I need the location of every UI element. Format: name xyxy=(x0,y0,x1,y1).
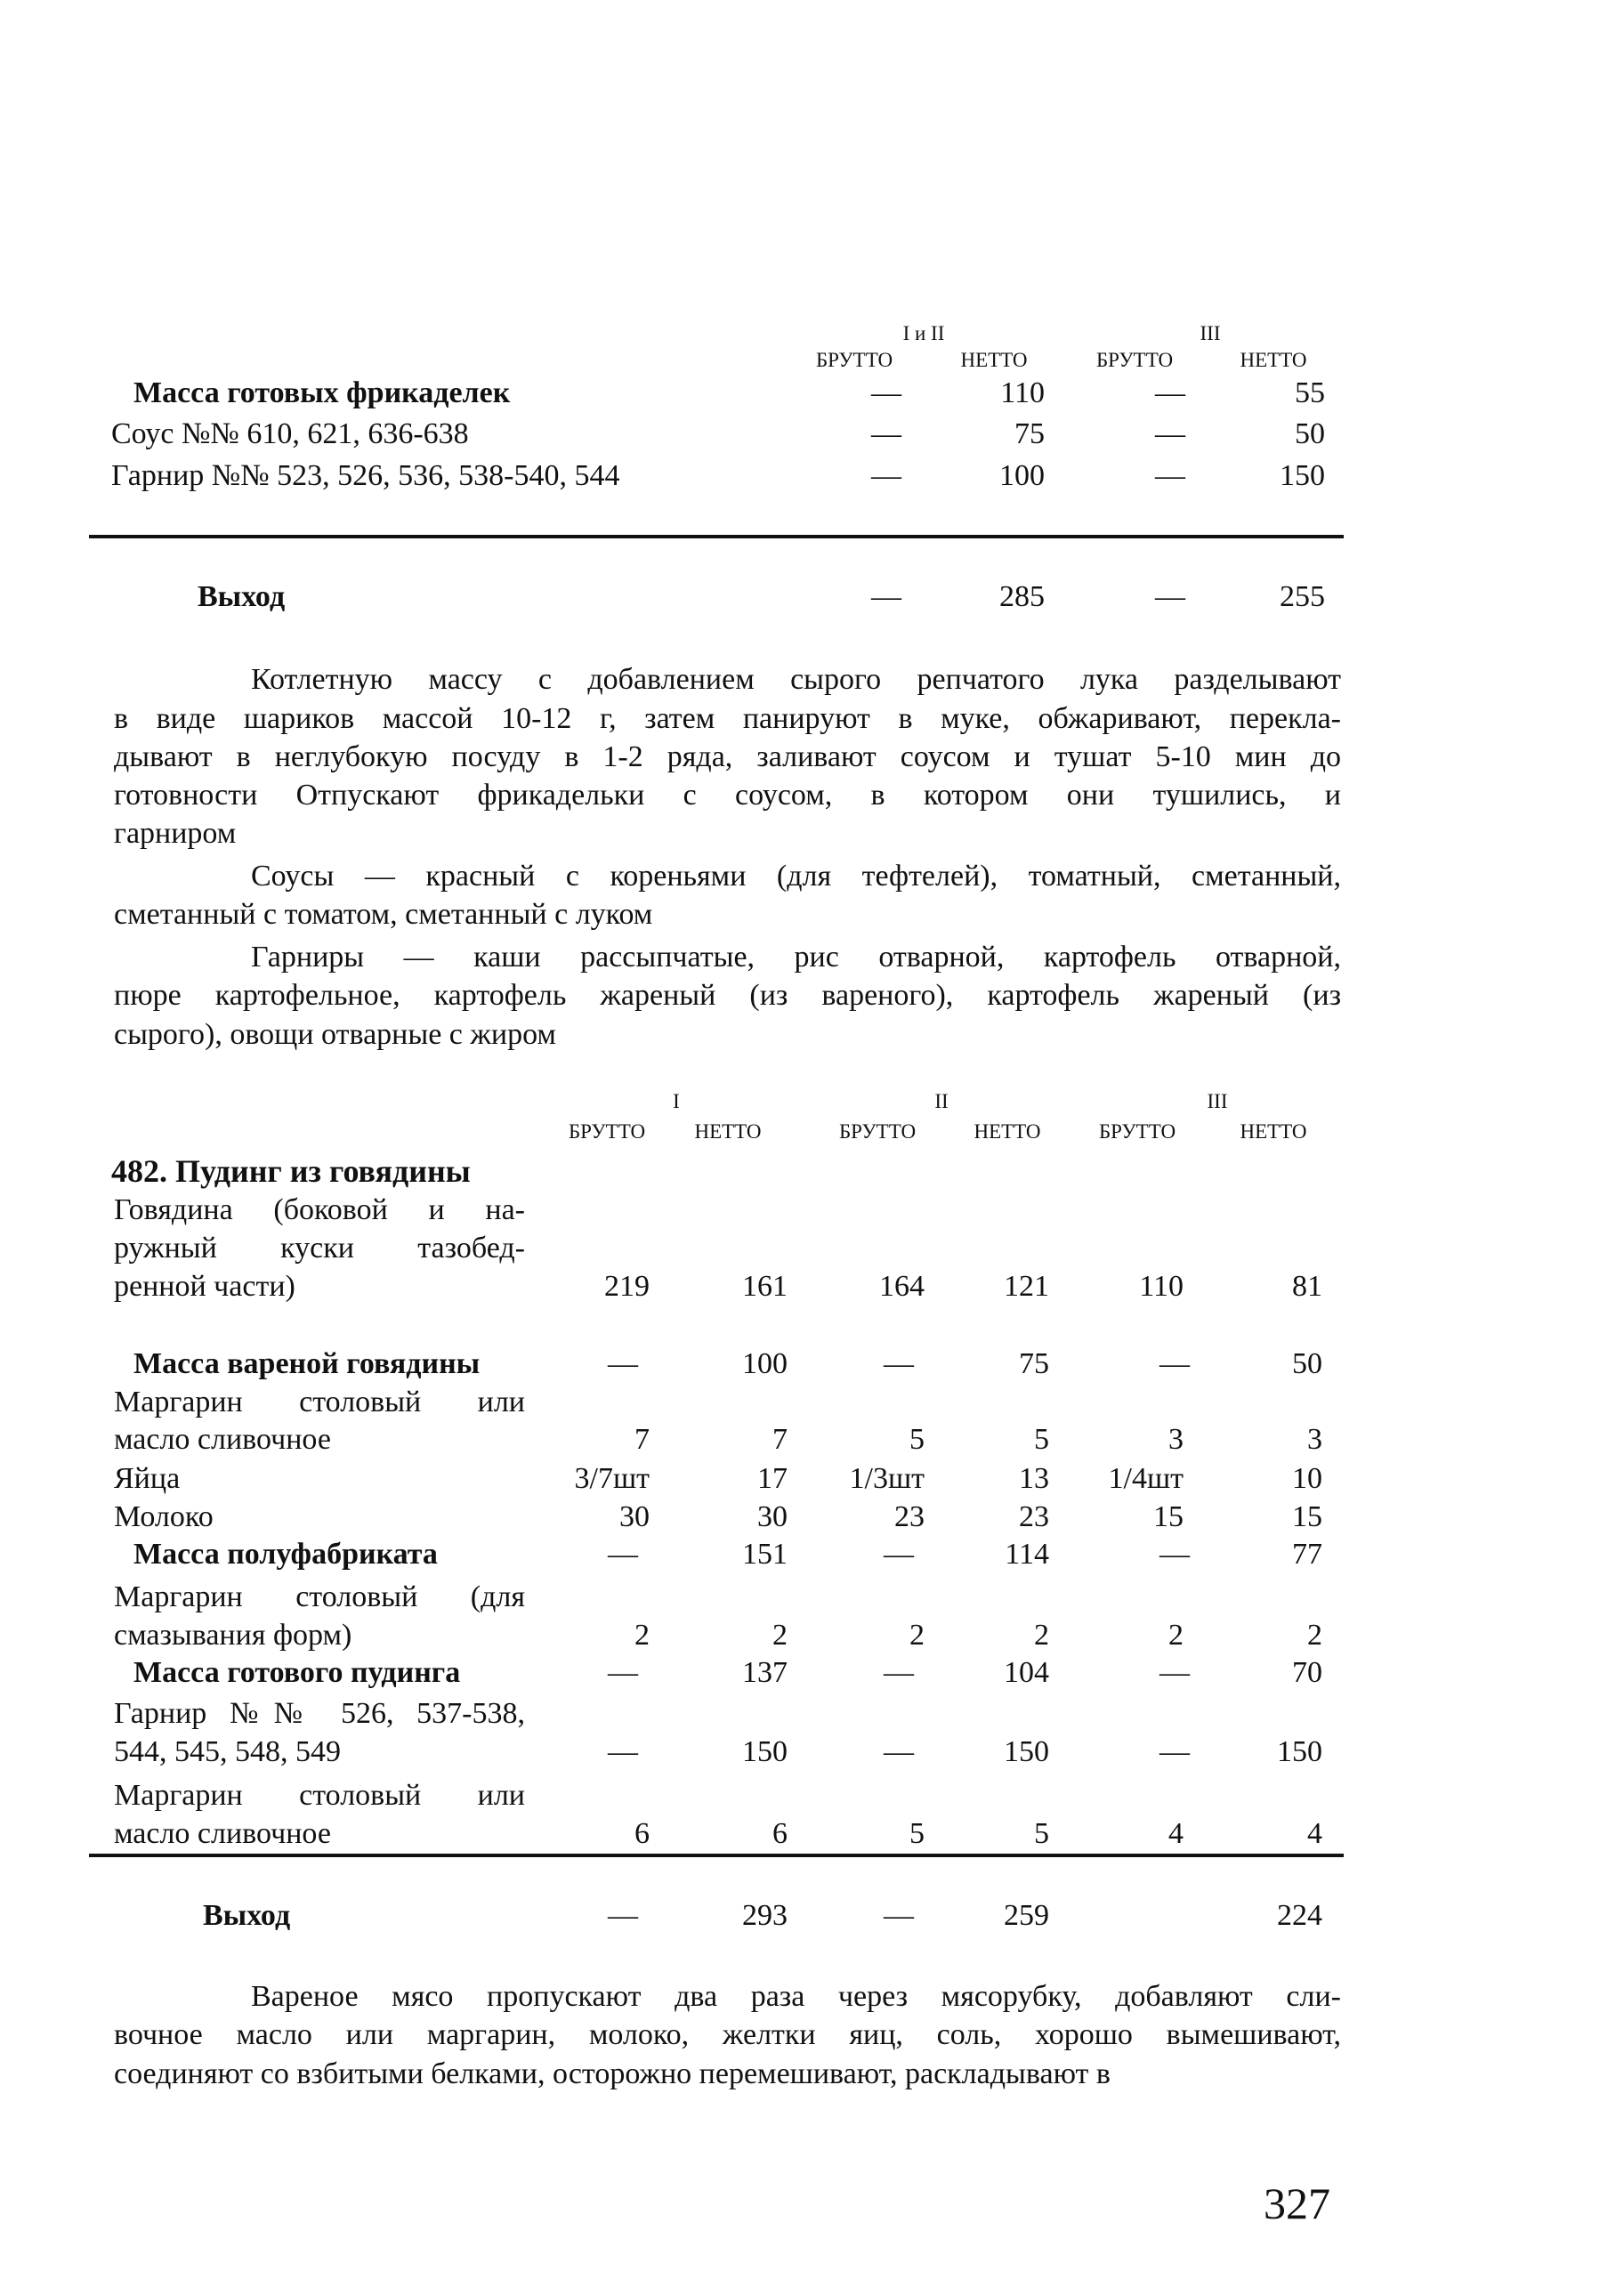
row-label: масло сливочное xyxy=(114,1423,331,1456)
cell-value: 75 xyxy=(1014,417,1045,450)
row-label: Масса готового пудинга xyxy=(133,1656,461,1689)
total-value: 224 xyxy=(1277,1899,1322,1932)
paragraph-line: соединяют со взбитыми белками, осторожно перемешивают, раскладывают в xyxy=(114,2057,1111,2090)
recipe-title: 482. Пудинг из говядины xyxy=(111,1153,471,1189)
paragraph-line: в виде шариков массой 10-12 г, затем панируют в муке, обжаривают, перекла- xyxy=(114,702,1341,735)
total-value: 285 xyxy=(999,580,1045,613)
paragraph-line: Гарниры — каши рассыпчатые, рис отварной, картофель отварной, xyxy=(251,941,1341,974)
paragraph-line: Соусы — красный с кореньями (для тефтелей), томатный, сметанный, xyxy=(251,860,1341,893)
cell-value: 150 xyxy=(1277,1735,1322,1768)
row-label: ренной части) xyxy=(114,1270,295,1303)
cell-value-dash: — xyxy=(1155,417,1185,450)
total-value: 293 xyxy=(742,1899,788,1932)
cell-value: 2 xyxy=(1168,1619,1184,1652)
total-value: 259 xyxy=(1004,1899,1049,1932)
cell-value-dash: — xyxy=(871,376,901,409)
row-label: Маргарин столовый (для xyxy=(114,1580,525,1613)
cell-value: 161 xyxy=(742,1270,788,1303)
cell-value: 50 xyxy=(1292,1347,1322,1380)
cell-value: 5 xyxy=(909,1817,925,1850)
row-label: Масса вареной говядины xyxy=(133,1347,481,1380)
cell-value: 30 xyxy=(619,1500,650,1533)
paragraph-line: дывают в неглубокую посуду в 1-2 ряда, заливают соусом и тушат 5-10 мин до xyxy=(114,740,1341,773)
row-label: масло сливочное xyxy=(114,1817,331,1850)
column-header: НЕТТО xyxy=(960,349,1028,371)
cell-value: 4 xyxy=(1307,1817,1322,1850)
cell-value: 100 xyxy=(742,1347,788,1380)
group-header: III xyxy=(1207,1090,1228,1112)
cell-value: 7 xyxy=(634,1423,650,1456)
group-header: I xyxy=(673,1090,680,1112)
cell-value: 2 xyxy=(909,1619,925,1652)
cell-value: 3 xyxy=(1168,1423,1184,1456)
cell-value-dash: — xyxy=(1155,376,1185,409)
row-label: Маргарин столовый или xyxy=(114,1386,525,1418)
total-value-dash: — xyxy=(1155,580,1185,613)
cell-value: 5 xyxy=(1034,1817,1049,1850)
cell-value: 150 xyxy=(1004,1735,1049,1768)
cell-value: 23 xyxy=(894,1500,925,1533)
cell-value-dash: — xyxy=(608,1656,638,1689)
row-label: смазывания форм) xyxy=(114,1619,352,1652)
cell-value-dash: — xyxy=(1159,1656,1190,1689)
cell-value: 164 xyxy=(879,1270,925,1303)
cell-value: 4 xyxy=(1168,1817,1184,1850)
cell-value-dash: — xyxy=(608,1735,638,1768)
cell-value: 150 xyxy=(742,1735,788,1768)
cell-value-dash: — xyxy=(608,1538,638,1571)
cell-value-dash: — xyxy=(608,1347,638,1380)
row-label: Яйца xyxy=(114,1462,181,1495)
cell-value: 5 xyxy=(1034,1423,1049,1456)
paragraph-line: Вареное мясо пропускают два раза через мясорубку, добавляют сли- xyxy=(251,1980,1341,2013)
cell-value: 3 xyxy=(1307,1423,1322,1456)
row-label: Гарнир №№ 523, 526, 536, 538-540, 544 xyxy=(111,459,620,492)
cell-value: 137 xyxy=(742,1656,788,1689)
cell-value: 15 xyxy=(1292,1500,1322,1533)
column-header: НЕТТО xyxy=(974,1120,1041,1143)
cell-value-dash: — xyxy=(1159,1538,1190,1571)
cell-value: 100 xyxy=(999,459,1045,492)
cell-value: 30 xyxy=(757,1500,788,1533)
cell-value: 114 xyxy=(1005,1538,1049,1571)
total-label: Выход xyxy=(198,580,286,613)
cell-value-dash: — xyxy=(1155,459,1185,492)
cell-value: 7 xyxy=(772,1423,788,1456)
cell-value: 6 xyxy=(634,1817,650,1850)
row-label: Молоко xyxy=(114,1500,214,1533)
paragraph-line: сметанный с томатом, сметанный с луком xyxy=(114,898,653,931)
cell-value: 81 xyxy=(1292,1270,1322,1303)
table1-divider xyxy=(89,535,1344,538)
cell-value: 55 xyxy=(1295,376,1325,409)
table2-divider xyxy=(89,1854,1344,1857)
row-label: Гарнир №№ 526, 537-538, xyxy=(114,1697,525,1730)
cell-value: 10 xyxy=(1292,1462,1322,1495)
group-header: I и II xyxy=(902,322,945,344)
cell-value: 50 xyxy=(1295,417,1325,450)
row-label: Масса готовых фрикаделек xyxy=(133,376,511,409)
cell-value-dash: — xyxy=(884,1656,914,1689)
cell-value-dash: — xyxy=(1159,1735,1190,1768)
cell-value: 75 xyxy=(1019,1347,1049,1380)
group-header: II xyxy=(934,1090,949,1112)
cell-value: 2 xyxy=(772,1619,788,1652)
total-value: 255 xyxy=(1280,580,1325,613)
cell-value: 13 xyxy=(1019,1462,1049,1495)
cell-value: 5 xyxy=(909,1423,925,1456)
cell-value: 2 xyxy=(634,1619,650,1652)
paragraph-line: сырого), овощи отварные с жиром xyxy=(114,1018,556,1051)
column-header: БРУТТО xyxy=(815,349,893,371)
total-value-dash: — xyxy=(884,1899,914,1932)
cell-value-dash: — xyxy=(884,1735,914,1768)
total-value-dash: — xyxy=(608,1899,638,1932)
row-label: Маргарин столовый или xyxy=(114,1779,525,1812)
column-header: БРУТТО xyxy=(1098,1120,1176,1143)
paragraph-line: гарниром xyxy=(114,817,237,850)
cell-value: 3/7шт xyxy=(574,1462,650,1495)
cell-value: 1/4шт xyxy=(1108,1462,1184,1495)
row-label: ружный куски тазобед- xyxy=(114,1232,525,1265)
paragraph-line: вочное масло или маргарин, молоко, желтки яиц, соль, хорошо вымешивают, xyxy=(114,2018,1341,2051)
column-header: НЕТТО xyxy=(694,1120,762,1143)
column-header: НЕТТО xyxy=(1240,349,1307,371)
cell-value: 2 xyxy=(1307,1619,1322,1652)
cell-value: 110 xyxy=(1000,376,1045,409)
row-label: 544, 545, 548, 549 xyxy=(114,1735,341,1768)
cell-value-dash: — xyxy=(871,459,901,492)
cell-value: 15 xyxy=(1153,1500,1184,1533)
cell-value: 17 xyxy=(757,1462,788,1495)
column-header: БРУТТО xyxy=(568,1120,646,1143)
cell-value-dash: — xyxy=(884,1347,914,1380)
cell-value: 151 xyxy=(742,1538,788,1571)
cell-value: 6 xyxy=(772,1817,788,1850)
total-label: Выход xyxy=(203,1899,291,1932)
column-header: БРУТТО xyxy=(838,1120,917,1143)
cell-value: 110 xyxy=(1139,1270,1184,1303)
cell-value: 1/3шт xyxy=(849,1462,925,1495)
cell-value: 219 xyxy=(604,1270,650,1303)
cell-value: 77 xyxy=(1292,1538,1322,1571)
paragraph-line: пюре картофельное, картофель жареный (из вареного), картофель жареный (из xyxy=(114,979,1341,1012)
cell-value: 2 xyxy=(1034,1619,1049,1652)
cell-value-dash: — xyxy=(884,1538,914,1571)
cell-value: 150 xyxy=(1280,459,1325,492)
paragraph-line: готовности Отпускают фрикадельки с соусом, в котором они тушились, и xyxy=(114,779,1341,812)
group-header: III xyxy=(1200,322,1221,344)
cell-value-dash: — xyxy=(1159,1347,1190,1380)
row-label: Масса полуфабриката xyxy=(133,1538,438,1571)
cell-value-dash: — xyxy=(871,417,901,450)
total-value-dash: — xyxy=(871,580,901,613)
cell-value: 104 xyxy=(1004,1656,1049,1689)
cell-value: 121 xyxy=(1004,1270,1049,1303)
row-label: Говядина (боковой и на- xyxy=(114,1193,525,1226)
column-header: БРУТТО xyxy=(1095,349,1174,371)
paragraph-line: Котлетную массу с добавлением сырого репчатого лука разделывают xyxy=(251,663,1341,696)
page-number: 327 xyxy=(1264,2178,1330,2228)
cell-value: 70 xyxy=(1292,1656,1322,1689)
cell-value: 23 xyxy=(1019,1500,1049,1533)
row-label: Соус №№ 610, 621, 636-638 xyxy=(111,417,469,450)
column-header: НЕТТО xyxy=(1240,1120,1307,1143)
